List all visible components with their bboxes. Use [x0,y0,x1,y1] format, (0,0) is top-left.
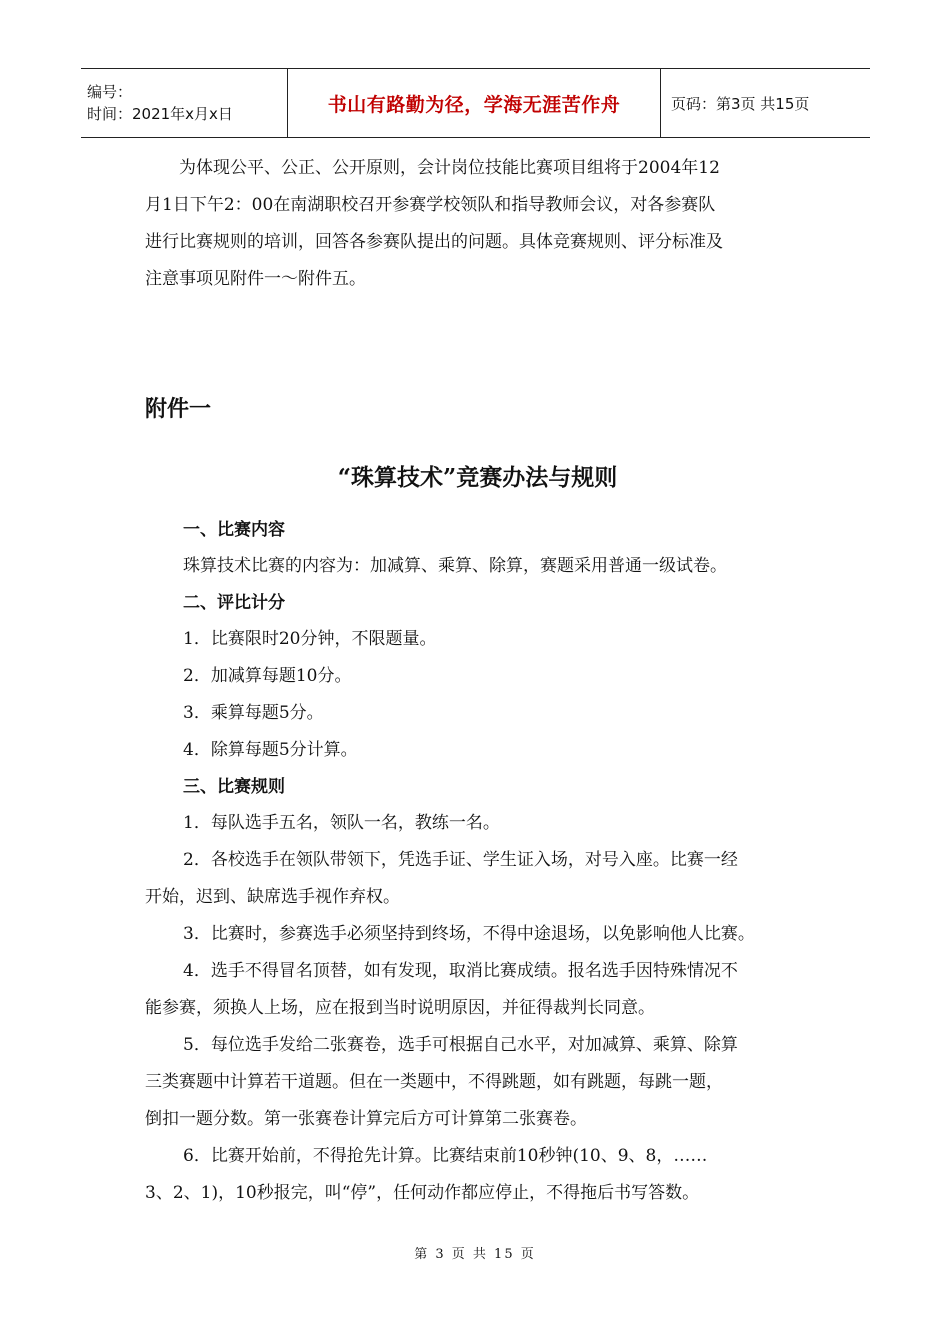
scoring-item-3: 3．乘算每题5分。 [183,703,324,723]
header-motto [288,69,661,137]
rule-5-line-2: 三类赛题中计算若干道题。但在一类题中，不得跳题，如有跳题，每跳一题， [145,1072,723,1092]
rule-6-line-1: 6．比赛开始前，不得抢先计算。比赛结束前10秒钟(10、9、8，…… [183,1146,708,1166]
rule-1: 1．每队选手五名，领队一名，教练一名。 [183,813,500,833]
rule-4-line-1: 4．选手不得冒名顶替，如有发现，取消比赛成绩。报名选手因特殊情况不 [183,961,738,981]
page-header [81,68,870,138]
header-page-info [661,69,870,137]
document-time-label: 时间：2021年x月x日 [87,105,233,123]
intro-line-4: 注意事项见附件一～附件五。 [145,269,366,289]
rule-4-line-2: 能参赛，须换人上场，应在报到当时说明原因，并征得裁判长同意。 [145,998,655,1018]
rule-2-line-2: 开始，迟到、缺席选手视作弃权。 [145,887,400,907]
scoring-item-1: 1．比赛限时20分钟，不限题量。 [183,629,437,649]
intro-line-3: 进行比赛规则的培训，回答各参赛队提出的问题。具体竞赛规则、评分标准及 [145,232,723,252]
page-footer [0,1243,950,1262]
page-info-text: 页码：第3页 共15页 [671,94,810,113]
section-1-heading: 一、比赛内容 [183,520,285,540]
rule-5-line-1: 5．每位选手发给二张赛卷，选手可根据自己水平，对加减算、乘算、除算 [183,1035,738,1055]
rule-3: 3．比赛时，参赛选手必须坚持到终场，不得中途退场，以免影响他人比赛。 [183,924,755,944]
document-title: “珠算技术”竞赛办法与规则 [337,464,618,491]
rule-6-line-2: 3、2、1)，10秒报完，叫“停”，任何动作都应停止，不得拖后书写答数。 [145,1183,700,1203]
attachment-label: 附件一 [145,397,212,422]
section-3-heading: 三、比赛规则 [183,777,285,797]
intro-line-2: 月1日下午2：00在南湖职校召开参赛学校领队和指导教师会议，对各参赛队 [145,195,716,215]
document-number-label: 编号： [87,83,133,101]
rule-2-line-1: 2．各校选手在领队带领下，凭选手证、学生证入场，对号入座。比赛一经 [183,850,738,870]
section-1-text: 珠算技术比赛的内容为：加减算、乘算、除算，赛题采用普通一级试卷。 [183,556,727,576]
scoring-item-2: 2．加减算每题10分。 [183,666,352,686]
document-body [145,150,810,1212]
header-meta [81,69,288,137]
motto-text: 书山有路勤为径，学海无涯苦作舟 [327,93,621,116]
intro-line-1: 为体现公平、公正、公开原则，会计岗位技能比赛项目组将于2004年12 [179,158,720,178]
footer-page-number: 第 3 页 共 15 页 [414,1247,536,1262]
scoring-item-4: 4．除算每题5分计算。 [183,740,358,760]
spacer [145,298,810,390]
rule-5-line-3: 倒扣一题分数。第一张赛卷计算完后方可计算第二张赛卷。 [145,1109,587,1129]
section-2-heading: 二、评比计分 [183,593,285,613]
